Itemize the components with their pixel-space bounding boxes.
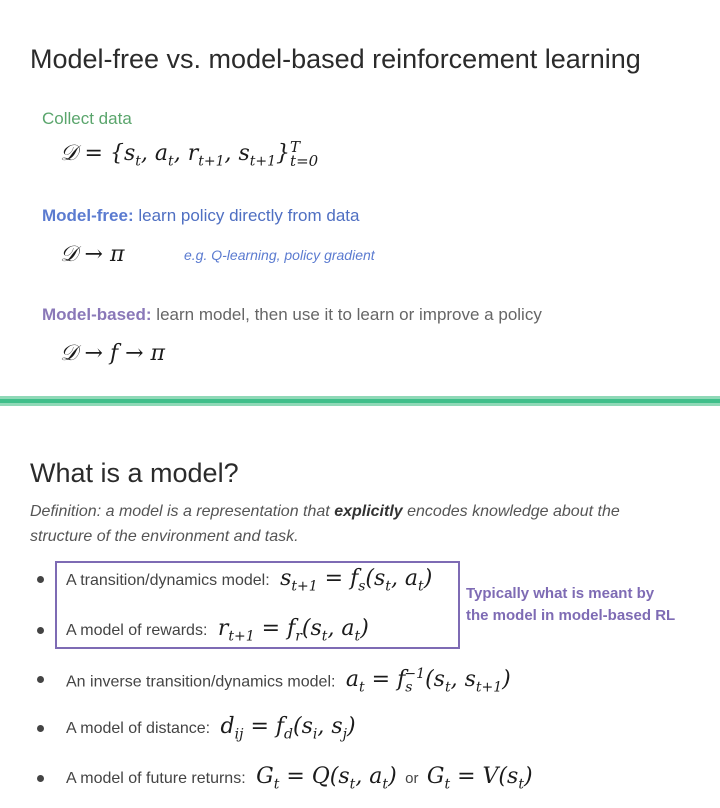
slide-divider [0,396,720,406]
distance-formula: $d_{ij} = f_d(s_i$, $s_j$) [220,714,356,743]
box-note-line-2: the model in model-based RL [466,607,676,624]
model-free-line [42,206,359,226]
bullet-dot [37,627,44,634]
returns-formula-q: $G_t = Q(s_t$, $a_t$) [256,764,397,793]
model-free-label: Model-free: [42,206,134,225]
model-free-text: learn policy directly from data [138,206,360,225]
box-note [466,583,675,627]
bullet-dot [37,676,44,683]
reward-formula: $r_{t+1} = f_r(s_t$, $a_t$) [217,616,369,645]
model-free-formula: 𝒟 → π [60,242,125,267]
inverse-formula: $a_t = f_s^{-1}(s_t$, $s_{t+1}$) [345,666,511,696]
returns-formula-v: $G_t = V(s_t)$ [426,764,533,793]
bullet-label: A transition/dynamics model: [66,572,270,589]
bullet-reward-model [66,616,369,644]
model-based-line [42,305,542,325]
model-based-formula: 𝒟 → f → π [60,341,165,366]
collect-data-formula: 𝒟 = {$s_t$, $a_t$, $r_{t+1}$, $s_{t+1}$} T t=0 [60,138,319,170]
box-note-line-1: Typically what is meant by [466,585,655,602]
transition-formula: $s_{t+1} = f_s(s_t$, $a_t$) [280,566,433,595]
definition-bold: explicitly [334,503,403,520]
definition-prefix: Definition: a model is a representation that [30,503,330,520]
bullet-distance-model [66,714,356,742]
bullet-dot [37,725,44,732]
definition-suffix: encodes knowledge about the [407,503,620,520]
model-based-text: learn model, then use it to learn or improve a policy [156,305,542,324]
bullet-label: A model of future returns: [66,770,246,787]
slide1-title: Model-free vs. model-based reinforcement learning [30,44,641,74]
bullet-dot [37,576,44,583]
bullet-label: An inverse transition/dynamics model: [66,673,336,691]
slide-model-free-vs-model-based [0,0,720,397]
definition-line-2: structure of the environment and task. [30,528,299,545]
or-text: or [405,770,419,787]
bullet-dot [37,775,44,782]
slide2-title: What is a model? [30,458,239,488]
bullet-label: A model of rewards: [66,622,208,639]
bullet-inverse-model [66,666,511,696]
bullet-returns-model [66,764,533,792]
bullet-transition-model [66,566,432,594]
model-based-label: Model-based: [42,305,152,324]
model-free-example: e.g. Q-learning, policy gradient [184,247,375,263]
bullet-label: A model of distance: [66,720,211,737]
collect-data-label: Collect data [42,109,132,128]
definition-line-1 [30,499,620,524]
